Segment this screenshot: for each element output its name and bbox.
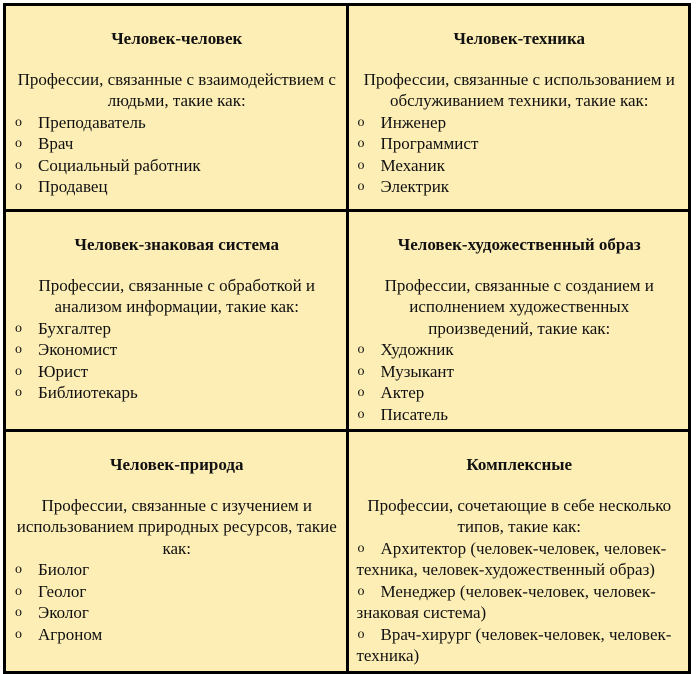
cell-title: Человек-человек: [111, 29, 243, 48]
cell-title: Человек-художественный образ: [397, 235, 641, 254]
list-item: o Программист: [357, 133, 683, 155]
cell-human-nature: [5, 431, 348, 673]
cell-human-artistic-image: [347, 211, 690, 431]
list-item: o Врач-хирург (человек-человек, человек-техника): [357, 624, 683, 667]
list-item: o Музыкант: [357, 361, 683, 383]
table-row: [5, 431, 690, 673]
cell-human-technology: [347, 5, 690, 211]
list-item: o Библиотекарь: [14, 382, 340, 404]
list-item: o Продавец: [14, 176, 340, 198]
cell-description: Профессии, связанные с использованием и обслуживанием техники, такие как:: [363, 69, 675, 110]
cell-human-human: [5, 5, 348, 211]
list-item: o Врач: [14, 133, 340, 155]
list-item: o Менеджер (человек-человек, человек-знаковая система): [357, 581, 683, 624]
list-item: o Юрист: [14, 361, 340, 383]
cell-title: Человек-знаковая система: [74, 235, 279, 254]
list-item: o Агроном: [14, 624, 340, 646]
list-item: o Инженер: [357, 112, 683, 134]
profession-list: [14, 559, 340, 645]
cell-description: Профессии, связанные с созданием и исполнением художественных произведений, такие как:: [384, 275, 654, 338]
list-item: o Электрик: [357, 176, 683, 198]
list-item: o Социальный работник: [14, 155, 340, 177]
cell-description: Профессии, связанные с изучением и использованием природных ресурсов, такие как:: [16, 495, 337, 558]
profession-list: [357, 538, 683, 667]
cell-complex: [347, 431, 690, 673]
list-item: o Писатель: [357, 404, 683, 426]
profession-types-table: [3, 3, 691, 674]
profession-list: [357, 112, 683, 198]
cell-title: Человек-природа: [110, 455, 244, 474]
table-row: [5, 5, 690, 211]
profession-list: [357, 339, 683, 425]
list-item: o Геолог: [14, 581, 340, 603]
list-item: o Экономист: [14, 339, 340, 361]
cell-title: Человек-техника: [453, 29, 585, 48]
list-item: o Архитектор (человек-человек, человек-техника, человек-художественный образ): [357, 538, 683, 581]
cell-description: Профессии, сочетающие в себе несколько типов, такие как:: [367, 495, 672, 536]
cell-human-sign-system: [5, 211, 348, 431]
list-item: o Бухгалтер: [14, 318, 340, 340]
list-item: o Художник: [357, 339, 683, 361]
cell-title: Комплексные: [466, 455, 573, 474]
list-item: o Актер: [357, 382, 683, 404]
profession-list: [14, 112, 340, 198]
cell-description: Профессии, связанные с обработкой и анализом информации, такие как:: [38, 275, 316, 316]
list-item: o Биолог: [14, 559, 340, 581]
list-item: o Механик: [357, 155, 683, 177]
table-row: [5, 211, 690, 431]
profession-list: [14, 318, 340, 404]
list-item: o Преподаватель: [14, 112, 340, 134]
list-item: o Эколог: [14, 602, 340, 624]
cell-description: Профессии, связанные с взаимодействием с людьми, такие как:: [17, 69, 336, 110]
